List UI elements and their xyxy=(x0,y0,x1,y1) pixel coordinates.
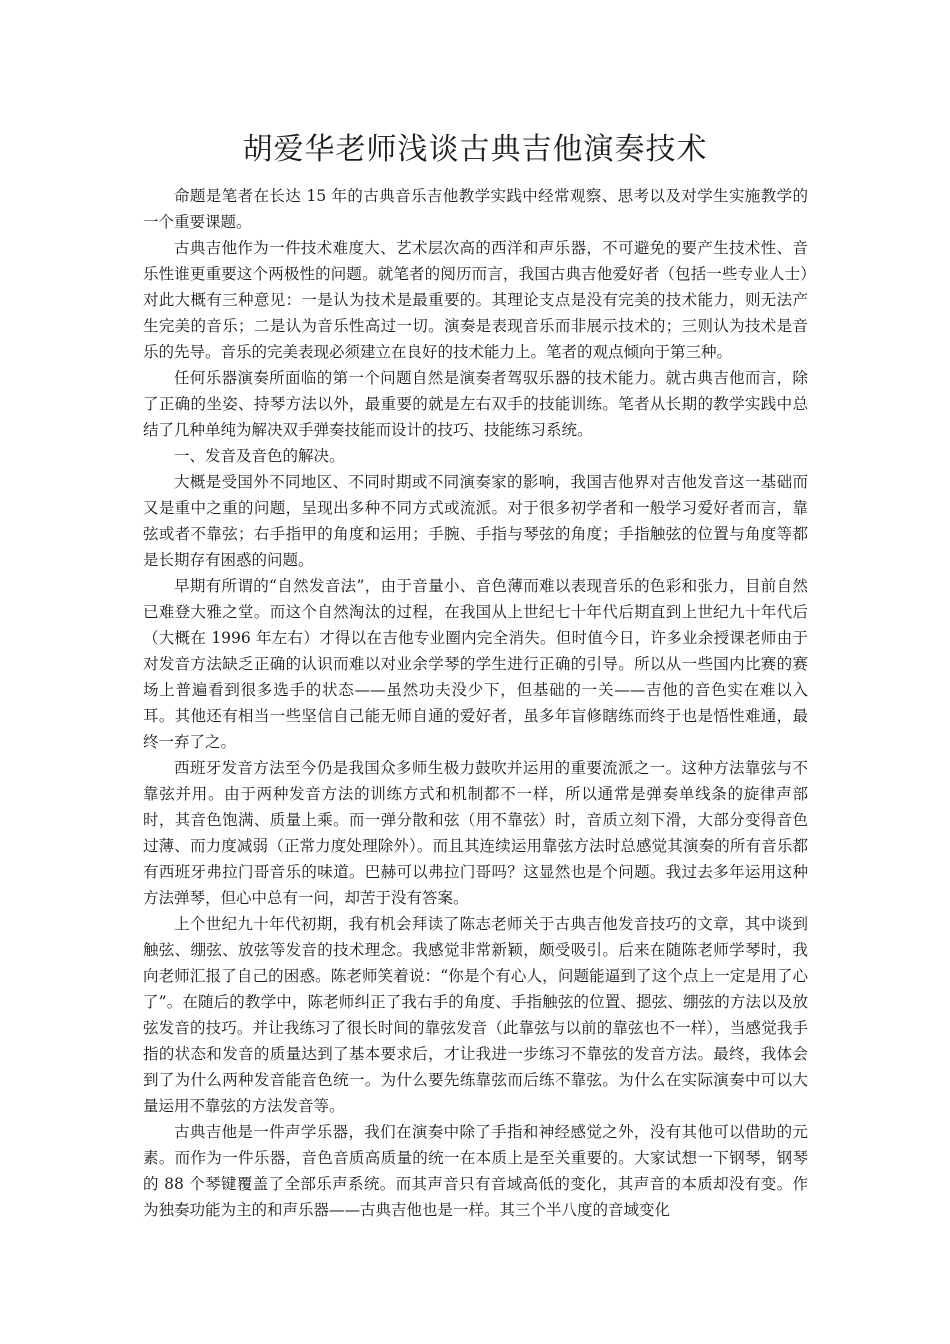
page-title: 胡爱华老师浅谈古典吉他演奏技术 xyxy=(242,132,708,167)
paragraph-chen-teacher: 上个世纪九十年代初期，我有机会拜读了陈志老师关于古典吉他发音技巧的文章，其中谈到触弦、绷弦、放弦等发音的技术理念。我感觉非常新颖，颇受吸引。后来在随陈老师学琴时，我向老师汇报了自己的困惑。陈老师笑着说：“你是个有心人，问题能逼到了这个点上一定是用了心了”。在随后的教学中，陈老师纠正了我右手的角度、手指触弦的位置、摁弦、绷弦的方法以及放弦发音的技巧。并让我练习了很长时间的靠弦发音（此靠弦与以前的靠弦也不一样），当感觉我手指的状态和发音的质量达到了基本要求后，才让我进一步练习不靠弦的发音方法。最终，我体会到了为什么两种发音能音色统一。为什么要先练靠弦而后练不靠弦。为什么在实际演奏中可以大量运用不靠弦的方法发音等。 xyxy=(143,915,808,1115)
paragraph-views: 古典吉他作为一件技术难度大、艺术层次高的西洋和声乐器，不可避免的要产生技术性、音乐性谁更重要这个两极性的问题。就笔者的阅历而言，我国古典吉他爱好者（包括一些专业人士）对此大概有三种意见：一是认为技术是最重要的。其理论支点是没有完美的技术能力，则无法产生完美的音乐；二是认为音乐性高过一切。演奏是表现音乐而非展示技术的；三则认为技术是音乐的先导。音乐的完美表现必须建立在良好的技术能力上。笔者的观点倾向于第三种。 xyxy=(143,239,808,361)
article-body xyxy=(143,183,808,1223)
paragraph-intro: 命题是笔者在长达 15 年的古典音乐吉他教学实践中经常观察、思考以及对学生实施教学的一个重要课题。 xyxy=(143,187,808,231)
paragraph-schools: 大概是受国外不同地区、不同时期或不同演奏家的影响，我国吉他界对吉他发音这一基础而又是重中之重的问题，呈现出多种不同方式或流派。对于很多初学者和一般学习爱好者而言，靠弦或者不靠弦；右手指甲的角度和运用；手腕、手指与琴弦的角度；手指触弦的位置与角度等都是长期存有困惑的问题。 xyxy=(143,473,808,569)
paragraph-technique: 任何乐器演奏所面临的第一个问题自然是演奏者驾驭乐器的技术能力。就古典吉他而言，除了正确的坐姿、持琴方法以外，最重要的就是左右双手的技能训练。笔者从长期的教学实践中总结了几种单纯为解决双手弹奏技能而设计的技巧、技能练习系统。 xyxy=(143,369,808,439)
section-heading-tone: 一、发音及音色的解决。 xyxy=(174,447,345,465)
paragraph-spanish-method: 西班牙发音方法至今仍是我国众多师生极力鼓吹并运用的重要流派之一。这种方法靠弦与不靠弦并用。由于两种发音方法的训练方式和机制都不一样，所以通常是弹奏单线条的旋律声部时，其音色饱满、质量上乘。而一弹分散和弦（用不靠弦）时，音质立刻下滑，大部分变得音色过薄、而力度减弱（正常力度处理除外）。而且其连续运用靠弦方法时总感觉其演奏的所有音乐都有西班牙弗拉门哥音乐的味道。巴赫可以弗拉门哥吗？这显然也是个问题。我过去多年运用这种方法弹琴，但心中总有一问，却苦于没有答案。 xyxy=(143,759,808,907)
paragraph-natural-method: 早期有所谓的“自然发音法”，由于音量小、音色薄而难以表现音乐的色彩和张力，目前自然已难登大雅之堂。而这个自然淘汰的过程，在我国从上世纪七十年代后期直到上世纪九十年代后（大概在 1996 年左右）才得以在吉他专业圈内完全消失。但时值今日，许多业余授课老师由于对发音方法缺乏正确的认识而难以对业余学琴的学生进行正确的引导。所以从一些国内比赛的赛场上普遍看到很多选手的状态——虽然功夫没少下，但基础的一关——吉他的音色实在难以入耳。其他还有相当一些坚信自己能无师自通的爱好者，虽多年盲修瞎练而终于也是悟性难通，最终一弃了之。 xyxy=(143,577,808,751)
paragraph-acoustic: 古典吉他是一件声学乐器，我们在演奏中除了手指和神经感觉之外，没有其他可以借助的元素。而作为一件乐器，音色音质高质量的统一在本质上是至关重要的。大家试想一下钢琴，钢琴的 88 个琴键覆盖了全部乐声系统。而其声音只有音域高低的变化，其声音的本质却没有变。作为独奏功能为主的和声乐器——古典吉他也是一样。其三个半八度的音域变化 xyxy=(143,1123,808,1219)
